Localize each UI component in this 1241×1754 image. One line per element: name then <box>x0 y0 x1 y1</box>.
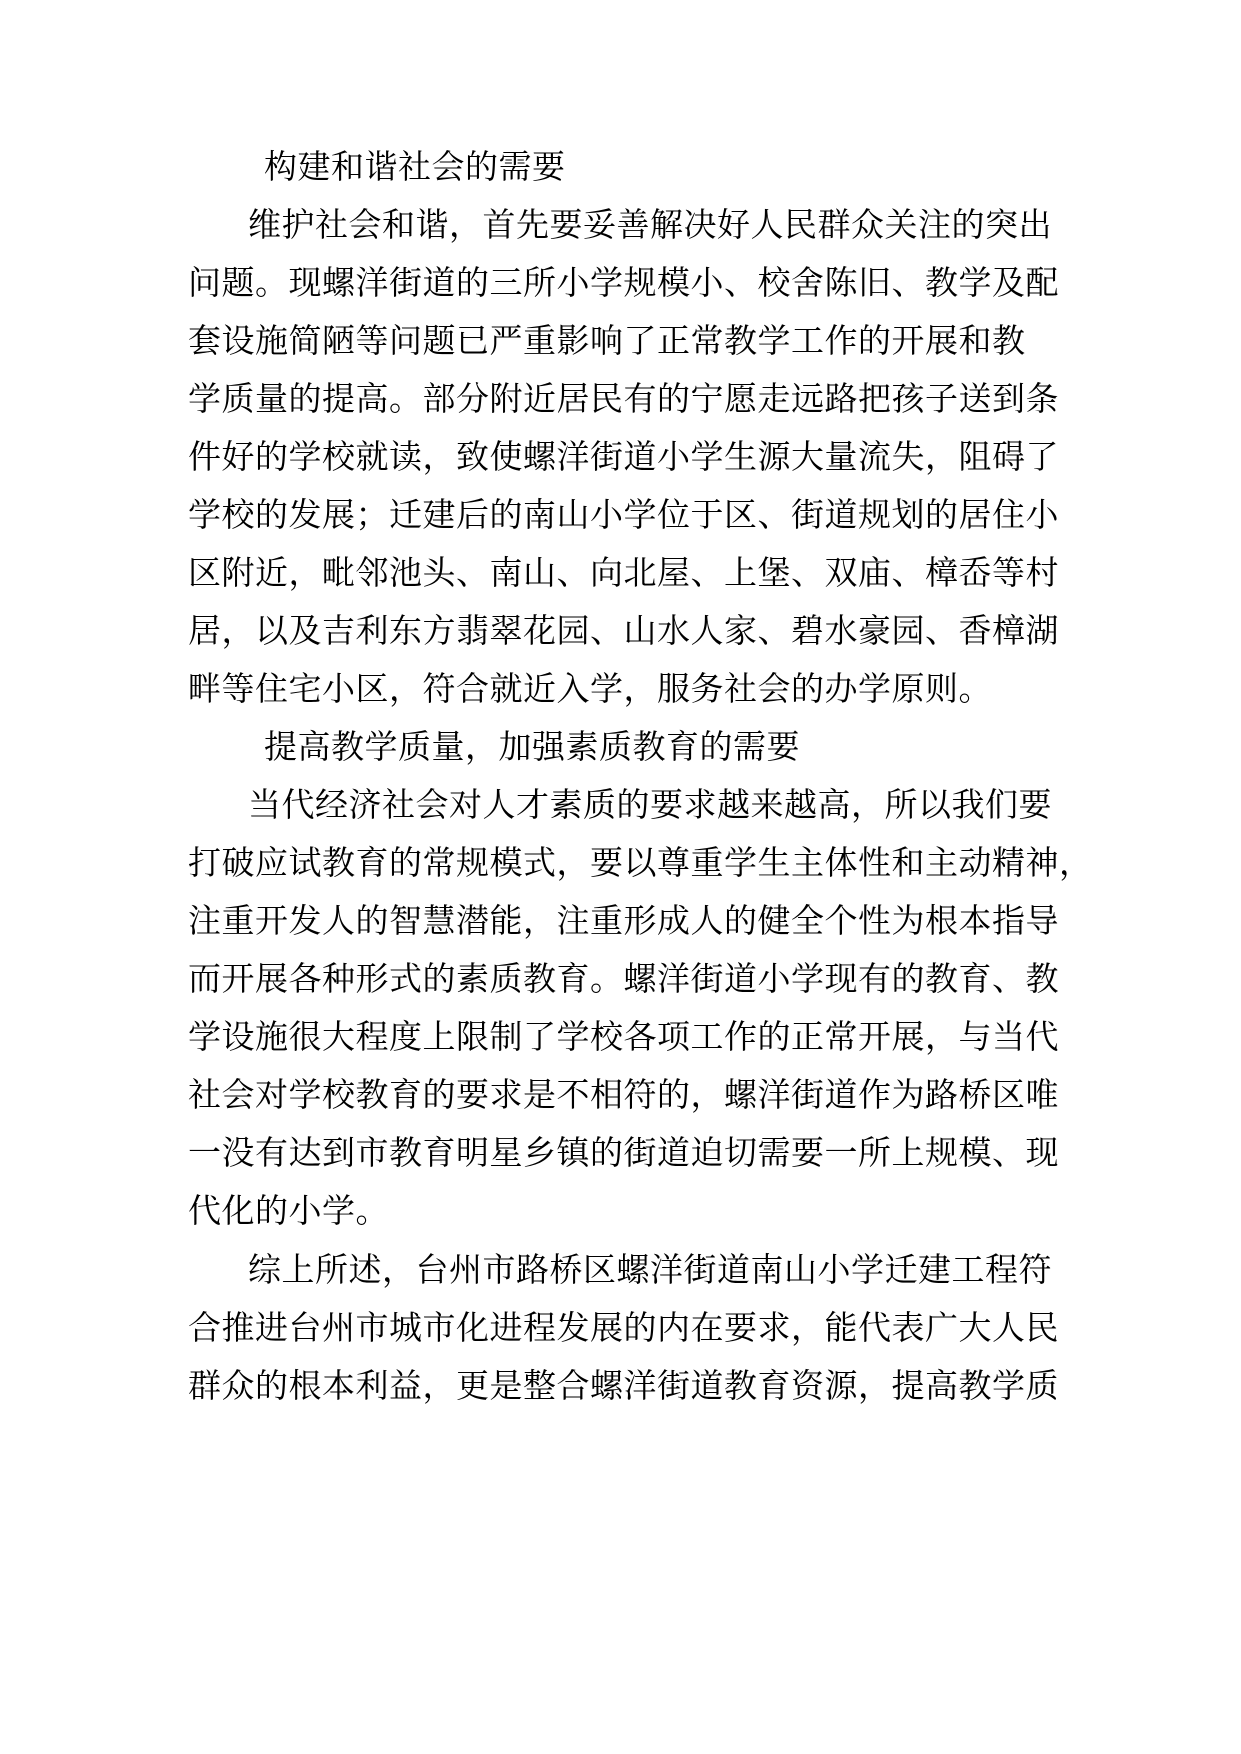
paragraph-line: 当代经济社会对人才素质的要求越来越高，所以我们要 <box>248 785 1052 824</box>
paragraph-line: 套设施简陋等问题已严重影响了正常教学工作的开展和教 <box>188 321 1026 360</box>
paragraph-line: 综上所述，台州市路桥区螺洋街道南山小学迁建工程符 <box>248 1250 1052 1289</box>
paragraph-line: 打破应试教育的常规模式，要以尊重学生主体性和主动精神， <box>188 843 1093 882</box>
section-heading-harmonious-society: 构建和谐社会的需要 <box>264 147 566 186</box>
paragraph-line: 学校的发展；迁建后的南山小学位于区、街道规划的居住小 <box>188 495 1059 534</box>
paragraph-line: 区附近，毗邻池头、南山、向北屋、上堡、双庙、樟岙等村 <box>188 553 1059 592</box>
paragraph-line: 维护社会和谐，首先要妥善解决好人民群众关注的突出 <box>248 205 1052 244</box>
paragraph-line: 问题。现螺洋街道的三所小学规模小、校舍陈旧、教学及配 <box>188 263 1059 302</box>
paragraph-line: 合推进台州市城市化进程发展的内在要求，能代表广大人民 <box>188 1308 1059 1347</box>
paragraph-line: 注重开发人的智慧潜能，注重形成人的健全个性为根本指导 <box>188 901 1059 940</box>
paragraph-line: 件好的学校就读，致使螺洋街道小学生源大量流失，阻碍了 <box>188 437 1059 476</box>
paragraph-line: 学质量的提高。部分附近居民有的宁愿走远路把孩子送到条 <box>188 379 1059 418</box>
paragraph-line: 社会对学校教育的要求是不相符的，螺洋街道作为路桥区唯 <box>188 1075 1059 1114</box>
paragraph-line: 代化的小学。 <box>188 1191 389 1230</box>
paragraph-line: 而开展各种形式的素质教育。螺洋街道小学现有的教育、教 <box>188 959 1059 998</box>
paragraph-line: 群众的根本利益，更是整合螺洋街道教育资源，提高教学质 <box>188 1366 1059 1405</box>
section-heading-quality-education: 提高教学质量，加强素质教育的需要 <box>264 727 800 766</box>
paragraph-line: 学设施很大程度上限制了学校各项工作的正常开展，与当代 <box>188 1017 1059 1056</box>
paragraph-line: 居，以及吉利东方翡翠花园、山水人家、碧水豪园、香樟湖 <box>188 611 1059 650</box>
paragraph-line: 一没有达到市教育明星乡镇的街道迫切需要一所上规模、现 <box>188 1133 1059 1172</box>
paragraph-line: 畔等住宅小区，符合就近入学，服务社会的办学原则。 <box>188 669 992 708</box>
